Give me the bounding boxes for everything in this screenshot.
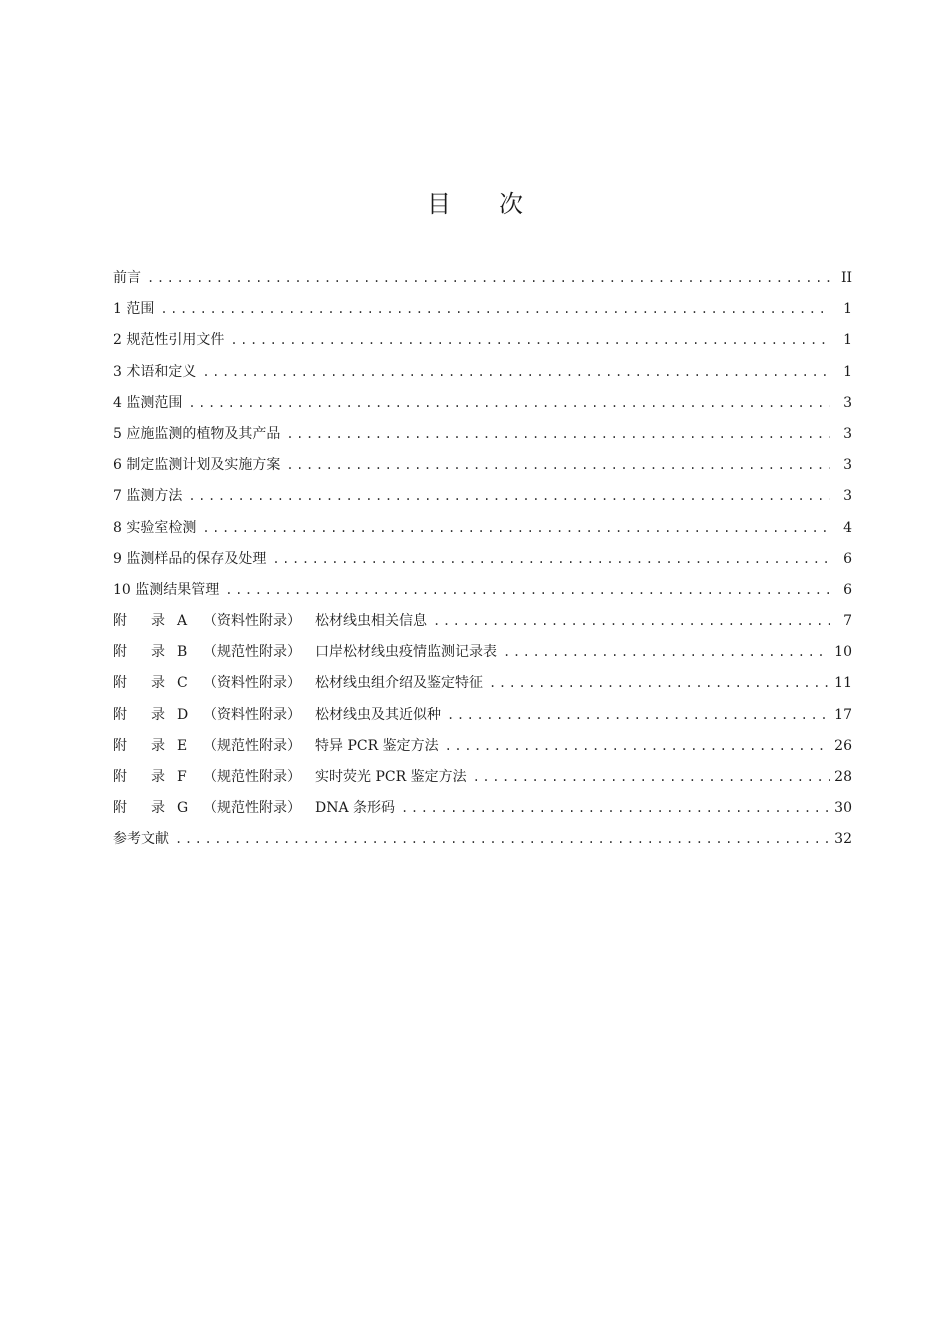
toc-entry[interactable] [113, 325, 852, 356]
toc-entry-label: 2 规范性引用文件 [113, 332, 225, 349]
toc-entry-page: 28 [834, 769, 852, 785]
appendix-label: 附 录 C （资料性附录） 松材线虫组介绍及鉴定特征 [113, 675, 483, 692]
toc-entry-page: II [840, 270, 852, 286]
toc-entry-label: 8 实验室检测 [113, 519, 197, 536]
toc-entry-page: 17 [834, 706, 852, 723]
toc-entry-label: 3 术语和定义 [113, 363, 197, 380]
dot-leader [230, 325, 830, 356]
page-title [0, 184, 950, 219]
toc-entry-page: 7 [843, 613, 852, 630]
toc-entry-label: 5 应施监测的植物及其产品 [113, 425, 281, 442]
toc-entry-page: 6 [843, 550, 852, 567]
toc-entry-page: 1 [843, 301, 852, 318]
toc-entry[interactable] [113, 419, 852, 450]
toc-entry[interactable] [113, 513, 852, 544]
toc-entry-page: 30 [834, 800, 852, 817]
toc-entry-label: 参考文献 [113, 831, 169, 848]
toc-entry[interactable] [113, 388, 852, 419]
dot-leader [401, 793, 830, 824]
toc-entry-references[interactable] [113, 824, 852, 855]
toc-entry-label: 前言 [113, 270, 141, 286]
toc-entry-label: 6 制定监测计划及实施方案 [113, 457, 281, 474]
dot-leader [202, 357, 830, 388]
toc-appendix-entry[interactable] [113, 731, 852, 762]
toc-entry-label: 7 监测方法 [113, 488, 183, 505]
toc-entry-label: 10 监测结果管理 [113, 581, 220, 598]
toc-entry[interactable] [113, 294, 852, 325]
dot-leader [202, 513, 830, 544]
dot-leader [433, 606, 830, 637]
toc-entry-page: 6 [843, 581, 852, 598]
title-char-1: 目 [427, 190, 451, 218]
dot-leader [445, 731, 830, 762]
dot-leader [160, 294, 830, 325]
toc-entry[interactable] [113, 357, 852, 388]
toc-entry-page: 3 [843, 457, 852, 474]
appendix-label: 附 录 D （资料性附录） 松材线虫及其近似种 [113, 706, 441, 723]
toc-entry-page: 3 [843, 488, 852, 505]
toc-entry-page: 10 [834, 644, 852, 661]
appendix-label: 附 录 F （规范性附录） 实时荧光 PCR 鉴定方法 [113, 769, 467, 785]
toc-entry[interactable] [113, 544, 852, 575]
toc-appendix-entry[interactable] [113, 606, 852, 637]
dot-leader [286, 419, 830, 450]
toc-entry[interactable] [113, 575, 852, 606]
appendix-label: 附 录 A （资料性附录） 松材线虫相关信息 [113, 613, 427, 630]
dot-leader [503, 637, 830, 668]
appendix-label: 附 录 E （规范性附录） 特异 PCR 鉴定方法 [113, 737, 439, 754]
toc-appendix-entry[interactable] [113, 762, 852, 793]
toc-entry-page: 1 [843, 363, 852, 380]
toc-entry-page: 26 [834, 737, 852, 754]
dot-leader [473, 762, 830, 793]
appendix-label: 附 录 G （规范性附录） DNA 条形码 [113, 800, 396, 817]
table-of-contents [113, 263, 852, 856]
toc-entry-page: 3 [843, 425, 852, 442]
toc-entry-page: 4 [843, 519, 852, 536]
toc-entry-page: 32 [834, 831, 852, 848]
dot-leader [188, 388, 830, 419]
toc-entry-label: 4 监测范围 [113, 394, 183, 411]
toc-entry-page: 11 [834, 675, 852, 692]
dot-leader [175, 824, 830, 855]
toc-entry-label: 9 监测样品的保存及处理 [113, 550, 267, 567]
title-char-2: 次 [499, 190, 523, 218]
dot-leader [225, 575, 830, 606]
toc-appendix-entry[interactable] [113, 700, 852, 731]
dot-leader [147, 263, 830, 294]
dot-leader [489, 668, 830, 699]
toc-appendix-entry[interactable] [113, 637, 852, 668]
toc-entry-label: 1 范围 [113, 301, 155, 318]
toc-appendix-entry[interactable] [113, 793, 852, 824]
toc-entry[interactable] [113, 263, 852, 294]
dot-leader [272, 544, 830, 575]
toc-appendix-entry[interactable] [113, 668, 852, 699]
dot-leader [286, 450, 830, 481]
dot-leader [447, 700, 830, 731]
toc-entry[interactable] [113, 450, 852, 481]
dot-leader [188, 481, 830, 512]
toc-entry[interactable] [113, 481, 852, 512]
toc-entry-page: 3 [843, 394, 852, 411]
appendix-label: 附 录 B （规范性附录） 口岸松材线虫疫情监测记录表 [113, 644, 497, 661]
toc-entry-page: 1 [843, 332, 852, 349]
